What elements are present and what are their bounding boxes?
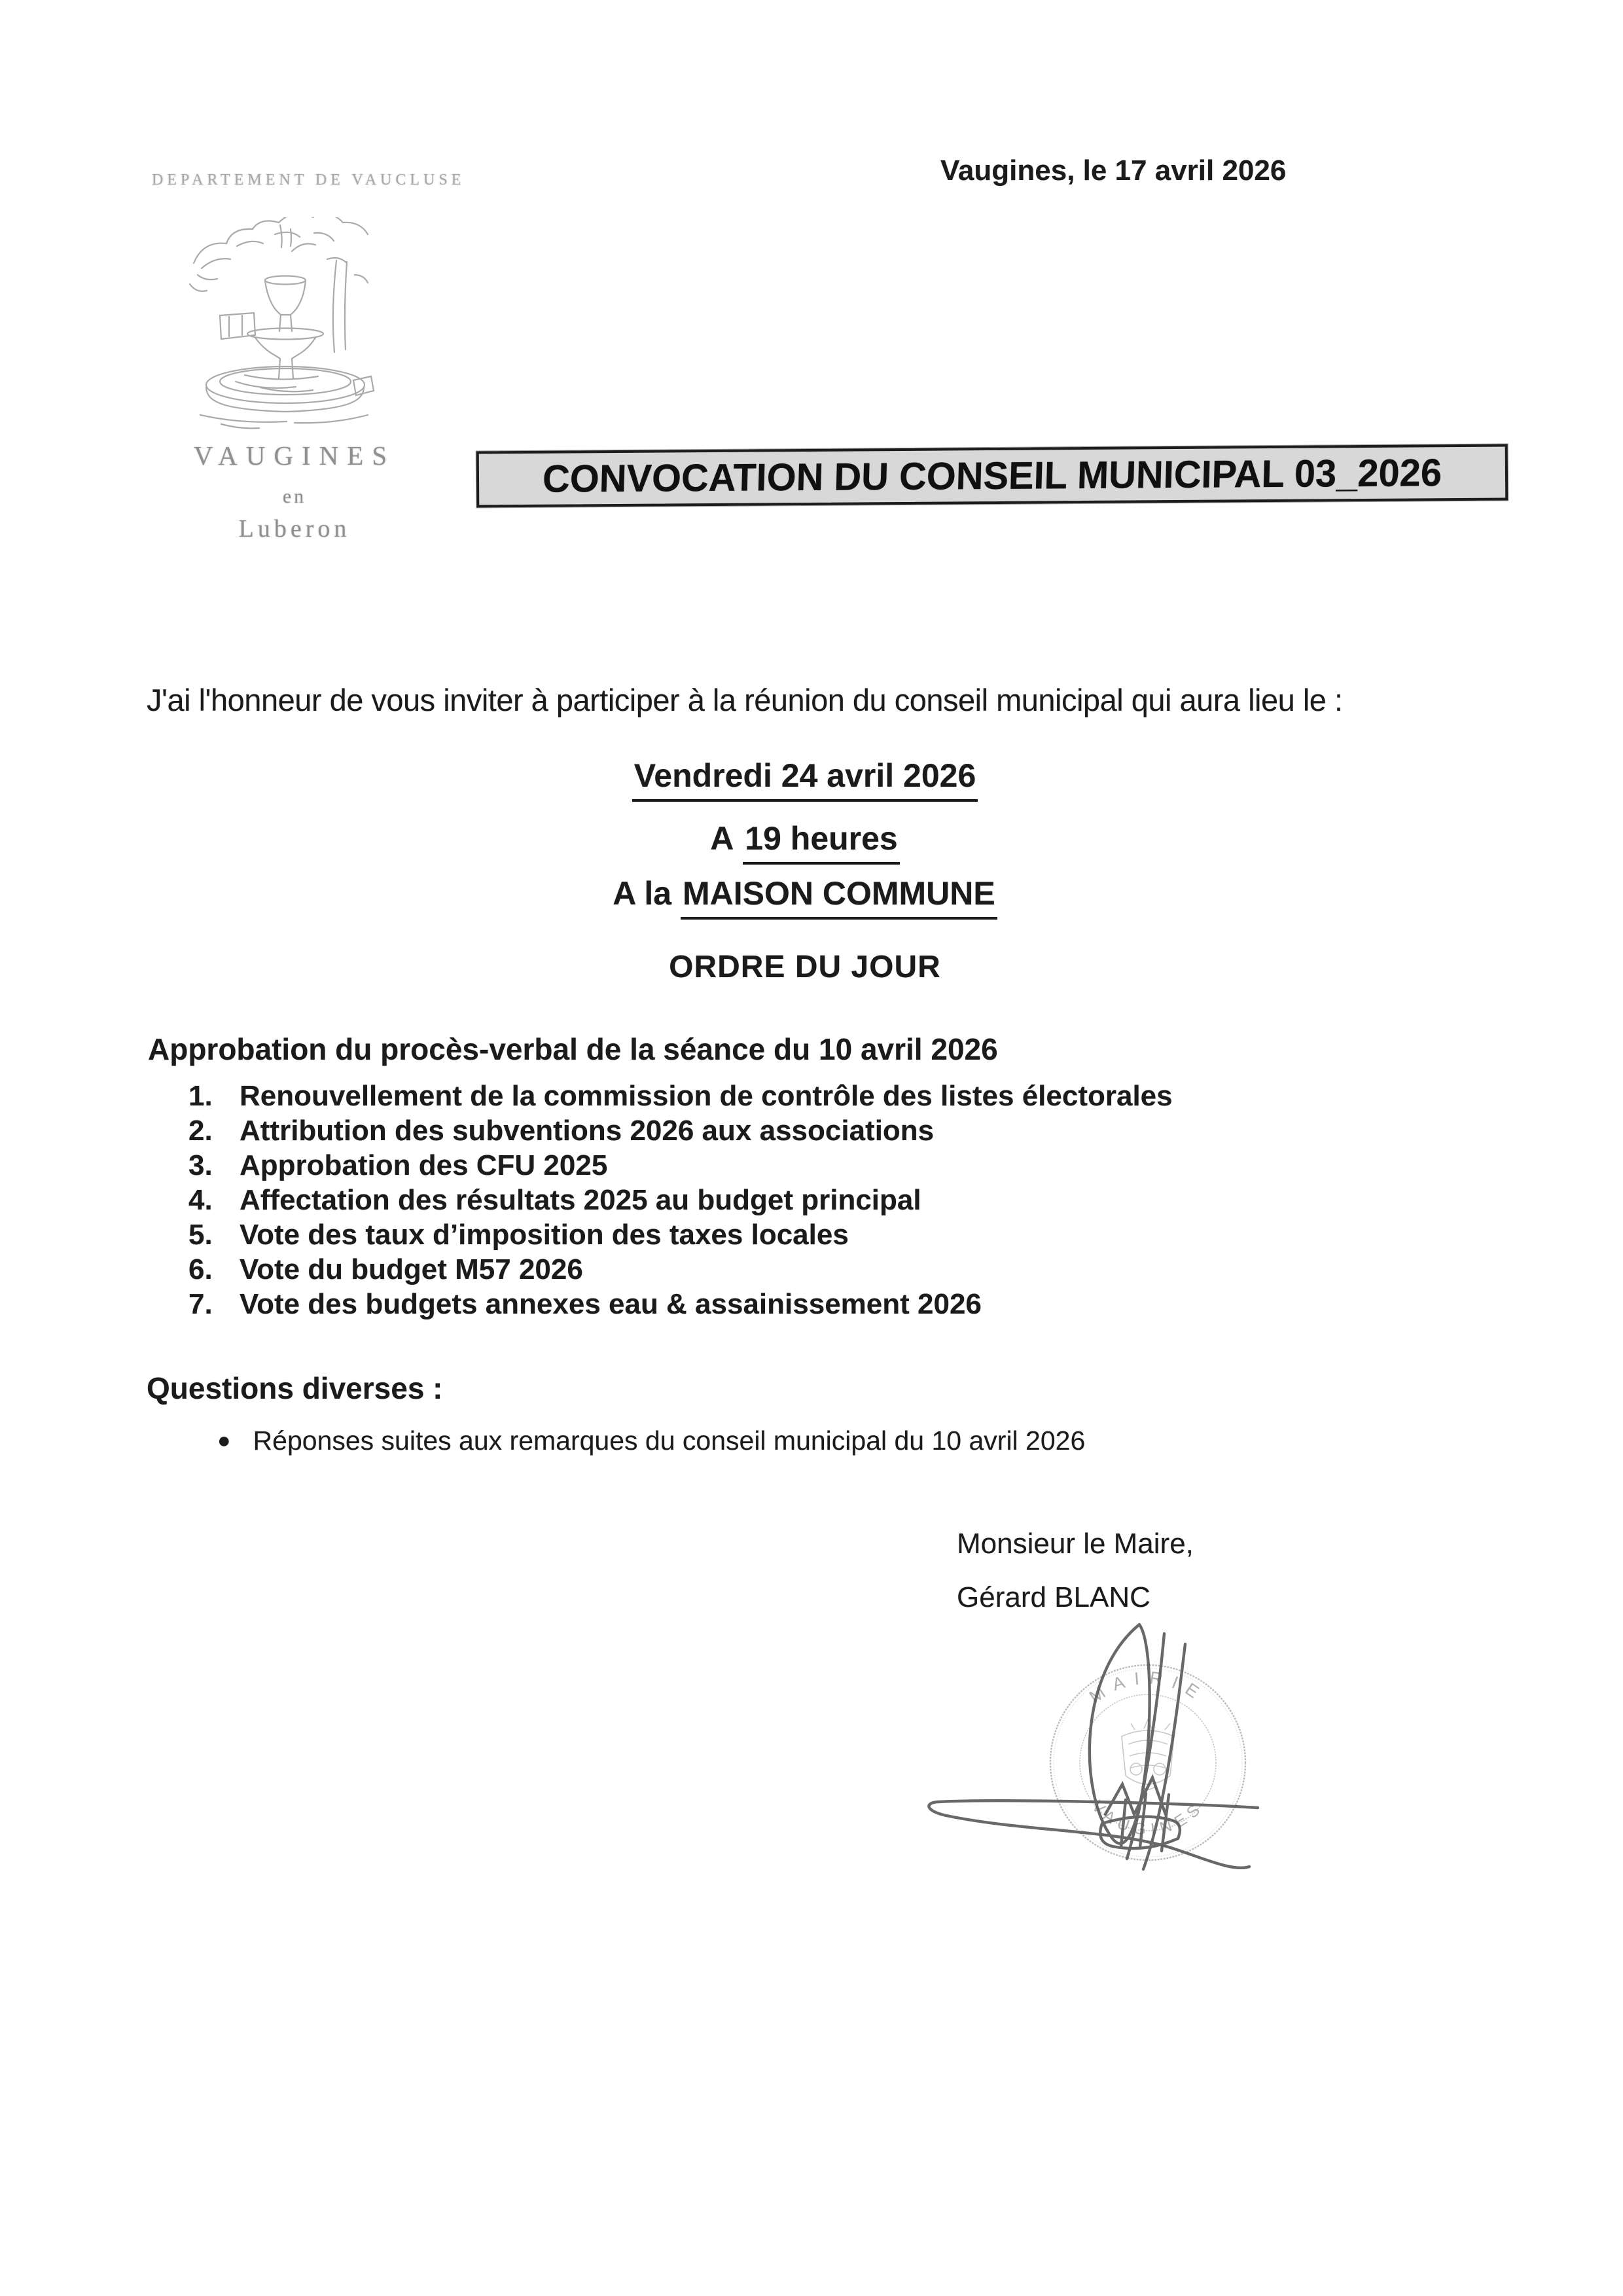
intro-line: J'ai l'honneur de vous inviter à participer à la réunion du conseil municipal qui aura lieu le : xyxy=(147,683,1343,717)
questions-item-text: Réponses suites aux remarques du conseil municipal du 10 avril 2026 xyxy=(253,1426,1086,1456)
agenda-list xyxy=(188,1079,1173,1321)
letterhead-department: DEPARTEMENT DE VAUCLUSE xyxy=(152,171,465,188)
signature-ink xyxy=(910,1597,1302,1898)
agenda-item: 5. Vote des taux d’imposition des taxes locales xyxy=(188,1219,849,1251)
approval-line: Approbation du procès-verbal de la séance du 10 avril 2026 xyxy=(148,1032,998,1066)
questions-heading: Questions diverses : xyxy=(147,1371,443,1405)
title-text: CONVOCATION DU CONSEIL MUNICIPAL 03_2026 xyxy=(542,451,1442,501)
agenda-item: 2. Attribution des subventions 2026 aux associations xyxy=(188,1115,935,1147)
time-prefix: A xyxy=(710,820,734,857)
date-line: Vaugines, le 17 avril 2026 xyxy=(940,154,1287,187)
agenda-item: 6. Vote du budget M57 2026 xyxy=(188,1253,583,1285)
agenda-item: 4. Affectation des résultats 2025 au budget principal xyxy=(188,1184,921,1216)
agenda-item: 3. Approbation des CFU 2025 xyxy=(188,1149,608,1181)
questions-item xyxy=(217,1426,1085,1456)
signature-name: Gérard BLANC xyxy=(957,1581,1150,1613)
meeting-date-line xyxy=(0,757,1610,802)
agenda-item: 1. Renouvellement de la commission de contrôle des listes électorales xyxy=(188,1080,1173,1112)
title-banner xyxy=(476,444,1508,507)
meeting-time-line xyxy=(0,819,1610,865)
fountain-logo-sketch xyxy=(182,217,389,433)
agenda-item: 7. Vote des budgets annexes eau & assainissement 2026 xyxy=(188,1288,982,1320)
meeting-place: MAISON COMMUNE xyxy=(681,874,997,920)
commune-sub1: en xyxy=(282,486,307,507)
meeting-time: 19 heures xyxy=(743,819,899,865)
signature-role: Monsieur le Maire, xyxy=(957,1528,1194,1560)
commune-sub2: Luberon xyxy=(238,515,351,543)
letterhead-commune-block xyxy=(177,440,412,543)
bullet-icon: ● xyxy=(217,1428,231,1453)
place-prefix: A la xyxy=(613,875,672,912)
meeting-place-line xyxy=(0,874,1610,920)
agenda-heading: ORDRE DU JOUR xyxy=(669,950,941,984)
meeting-date: Vendredi 24 avril 2026 xyxy=(632,757,978,802)
stamp-bottom-text: VAUGINES xyxy=(1088,1797,1208,1839)
commune-name: VAUGINES xyxy=(193,440,396,471)
stamp-top-text: MAIRIE xyxy=(1086,1668,1211,1708)
